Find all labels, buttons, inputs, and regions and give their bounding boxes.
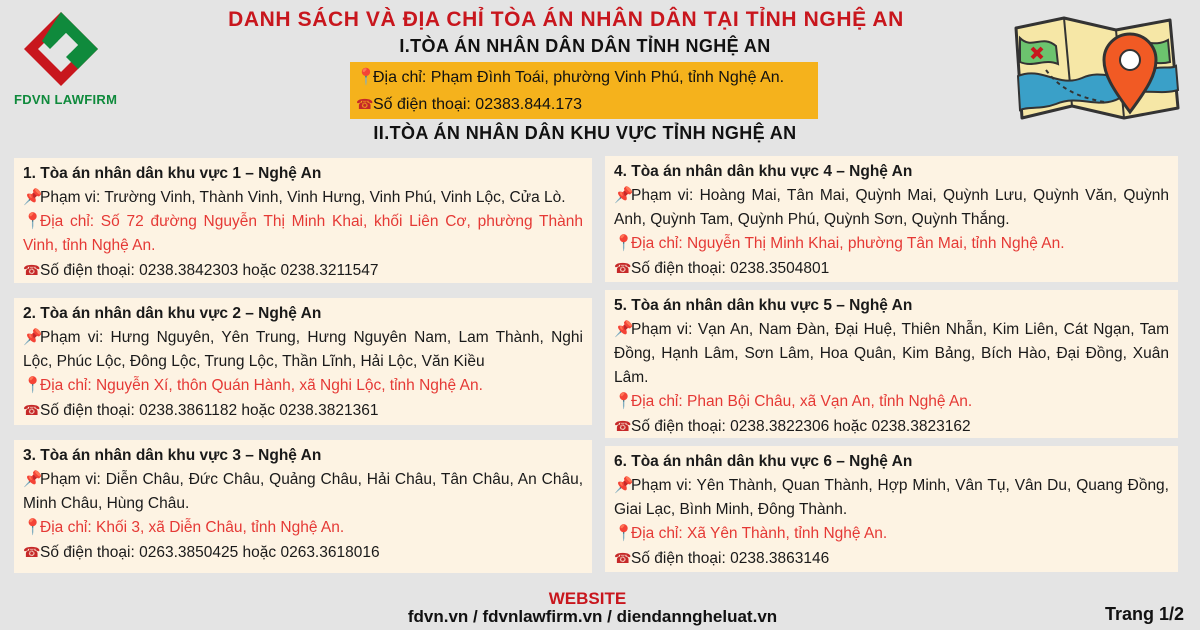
telephone-icon: ☎ <box>614 550 632 566</box>
court-card-4 <box>605 156 1178 282</box>
pushpin-icon: 📌 <box>614 321 634 338</box>
court-phone: ☎Số điện thoại: 0238.3863146 <box>614 546 1169 571</box>
telephone-icon: ☎ <box>23 544 41 560</box>
court-address: 📍Địa chỉ: Xã Yên Thành, tỉnh Nghệ An. <box>614 522 1169 546</box>
court-address: 📍Địa chỉ: Số 72 đường Nguyễn Thị Minh Khai, khối Liên Cơ, phường Thành Vinh, tỉnh Nghệ An. <box>23 210 583 258</box>
court-title: 2. Tòa án nhân dân khu vực 2 – Nghệ An <box>23 305 322 322</box>
location-pin-icon: 📍 <box>23 213 43 230</box>
pushpin-icon: 📌 <box>614 477 634 494</box>
court-card-5 <box>605 290 1178 438</box>
court-card-2 <box>14 298 592 425</box>
court-phone: ☎Số điện thoại: 0238.3842303 hoặc 0238.3211547 <box>23 258 583 283</box>
court-phone: ☎Số điện thoại: 0263.3850425 hoặc 0263.3618016 <box>23 540 583 565</box>
location-pin-icon: 📍 <box>23 377 43 394</box>
court-card-3 <box>14 440 592 573</box>
telephone-icon: ☎ <box>614 260 632 276</box>
telephone-icon: ☎ <box>23 402 41 418</box>
court-title: 3. Tòa án nhân dân khu vực 3 – Nghệ An <box>23 447 322 464</box>
website-label: WEBSITE <box>548 589 627 608</box>
court-title: 6. Tòa án nhân dân khu vực 6 – Nghệ An <box>614 453 913 470</box>
pushpin-icon: 📌 <box>614 187 634 204</box>
brand-name: FDVN LAWFIRM <box>14 92 118 107</box>
telephone-icon: ☎ <box>23 262 41 278</box>
court-title: 1. Tòa án nhân dân khu vực 1 – Nghệ An <box>23 165 322 182</box>
pushpin-icon: 📌 <box>23 329 43 346</box>
website-urls: fdvn.vn / fdvnlawfirm.vn / diendanngheluat.vn <box>407 607 778 626</box>
court-phone: ☎Số điện thoại: 0238.3504801 <box>614 256 1169 281</box>
court-scope: 📌Phạm vi: Vạn An, Nam Đàn, Đại Huệ, Thiên Nhẫn, Kim Liên, Cát Ngạn, Tam Đồng, Hạnh Lâm, Sơn Lâm, Hoa Quân, Kim Bảng, Bích Hào, Đại Đồng, Xuân Lâm. <box>614 318 1169 390</box>
location-pin-icon: 📍 <box>356 69 376 86</box>
court-card-6 <box>605 446 1178 572</box>
court-address: 📍Địa chỉ: Nguyễn Thị Minh Khai, phường Tân Mai, tỉnh Nghệ An. <box>614 232 1169 256</box>
pushpin-icon: 📌 <box>23 189 43 206</box>
province-address: 📍Địa chỉ: Phạm Đình Toái, phường Vinh Phú, tỉnh Nghệ An. <box>356 65 812 91</box>
location-pin-icon: 📍 <box>614 525 634 542</box>
telephone-icon: ☎ <box>356 96 374 112</box>
section-title-regional: II.TÒA ÁN NHÂN DÂN KHU VỰC TỈNH NGHỆ AN <box>373 123 797 143</box>
page-title: DANH SÁCH VÀ ĐỊA CHỈ TÒA ÁN NHÂN DÂN TẠI TỈNH NGHỆ AN <box>228 8 904 31</box>
location-pin-icon: 📍 <box>614 235 634 252</box>
court-scope: 📌Phạm vi: Hưng Nguyên, Yên Trung, Hưng Nguyên Nam, Lam Thành, Nghi Lộc, Phúc Lộc, Đông Lộc, Trung Lộc, Thần Lĩnh, Hải Lộc, Văn Kiều <box>23 326 583 374</box>
court-phone: ☎Số điện thoại: 0238.3861182 hoặc 0238.3821361 <box>23 398 583 423</box>
court-title: 4. Tòa án nhân dân khu vực 4 – Nghệ An <box>614 163 913 180</box>
court-card-1 <box>14 158 592 283</box>
section-title-province: I.TÒA ÁN NHÂN DÂN DÂN TỈNH NGHỆ AN <box>399 36 771 56</box>
court-address: 📍Địa chỉ: Khối 3, xã Diễn Châu, tỉnh Nghệ An. <box>23 516 583 540</box>
telephone-icon: ☎ <box>614 418 632 434</box>
province-phone: ☎Số điện thoại: 02383.844.173 <box>356 91 812 118</box>
court-scope: 📌Phạm vi: Trường Vinh, Thành Vinh, Vinh Hưng, Vinh Phú, Vinh Lộc, Cửa Lò. <box>23 186 583 210</box>
court-address: 📍Địa chỉ: Nguyễn Xí, thôn Quán Hành, xã Nghi Lộc, tỉnh Nghệ An. <box>23 374 583 398</box>
pushpin-icon: 📌 <box>23 471 43 488</box>
province-court-box <box>350 62 818 119</box>
court-phone: ☎Số điện thoại: 0238.3822306 hoặc 0238.3823162 <box>614 414 1169 439</box>
location-pin-icon: 📍 <box>23 519 43 536</box>
location-pin-icon: 📍 <box>614 393 634 410</box>
court-scope: 📌Phạm vi: Diễn Châu, Đức Châu, Quảng Châu, Hải Châu, Tân Châu, An Châu, Minh Châu, Hùng Châu. <box>23 468 583 516</box>
court-title: 5. Tòa án nhân dân khu vực 5 – Nghệ An <box>614 297 913 314</box>
court-scope: 📌Phạm vi: Yên Thành, Quan Thành, Hợp Minh, Vân Tụ, Vân Du, Quang Đồng, Giai Lạc, Bình Minh, Đông Thành. <box>614 474 1169 522</box>
court-scope: 📌Phạm vi: Hoàng Mai, Tân Mai, Quỳnh Mai, Quỳnh Lưu, Quỳnh Văn, Quỳnh Anh, Quỳnh Tam, Quỳnh Phú, Quỳnh Sơn, Quỳnh Thắng. <box>614 184 1169 232</box>
page-number: Trang 1/2 <box>1104 604 1184 624</box>
court-address: 📍Địa chỉ: Phan Bội Châu, xã Vạn An, tỉnh Nghệ An. <box>614 390 1169 414</box>
